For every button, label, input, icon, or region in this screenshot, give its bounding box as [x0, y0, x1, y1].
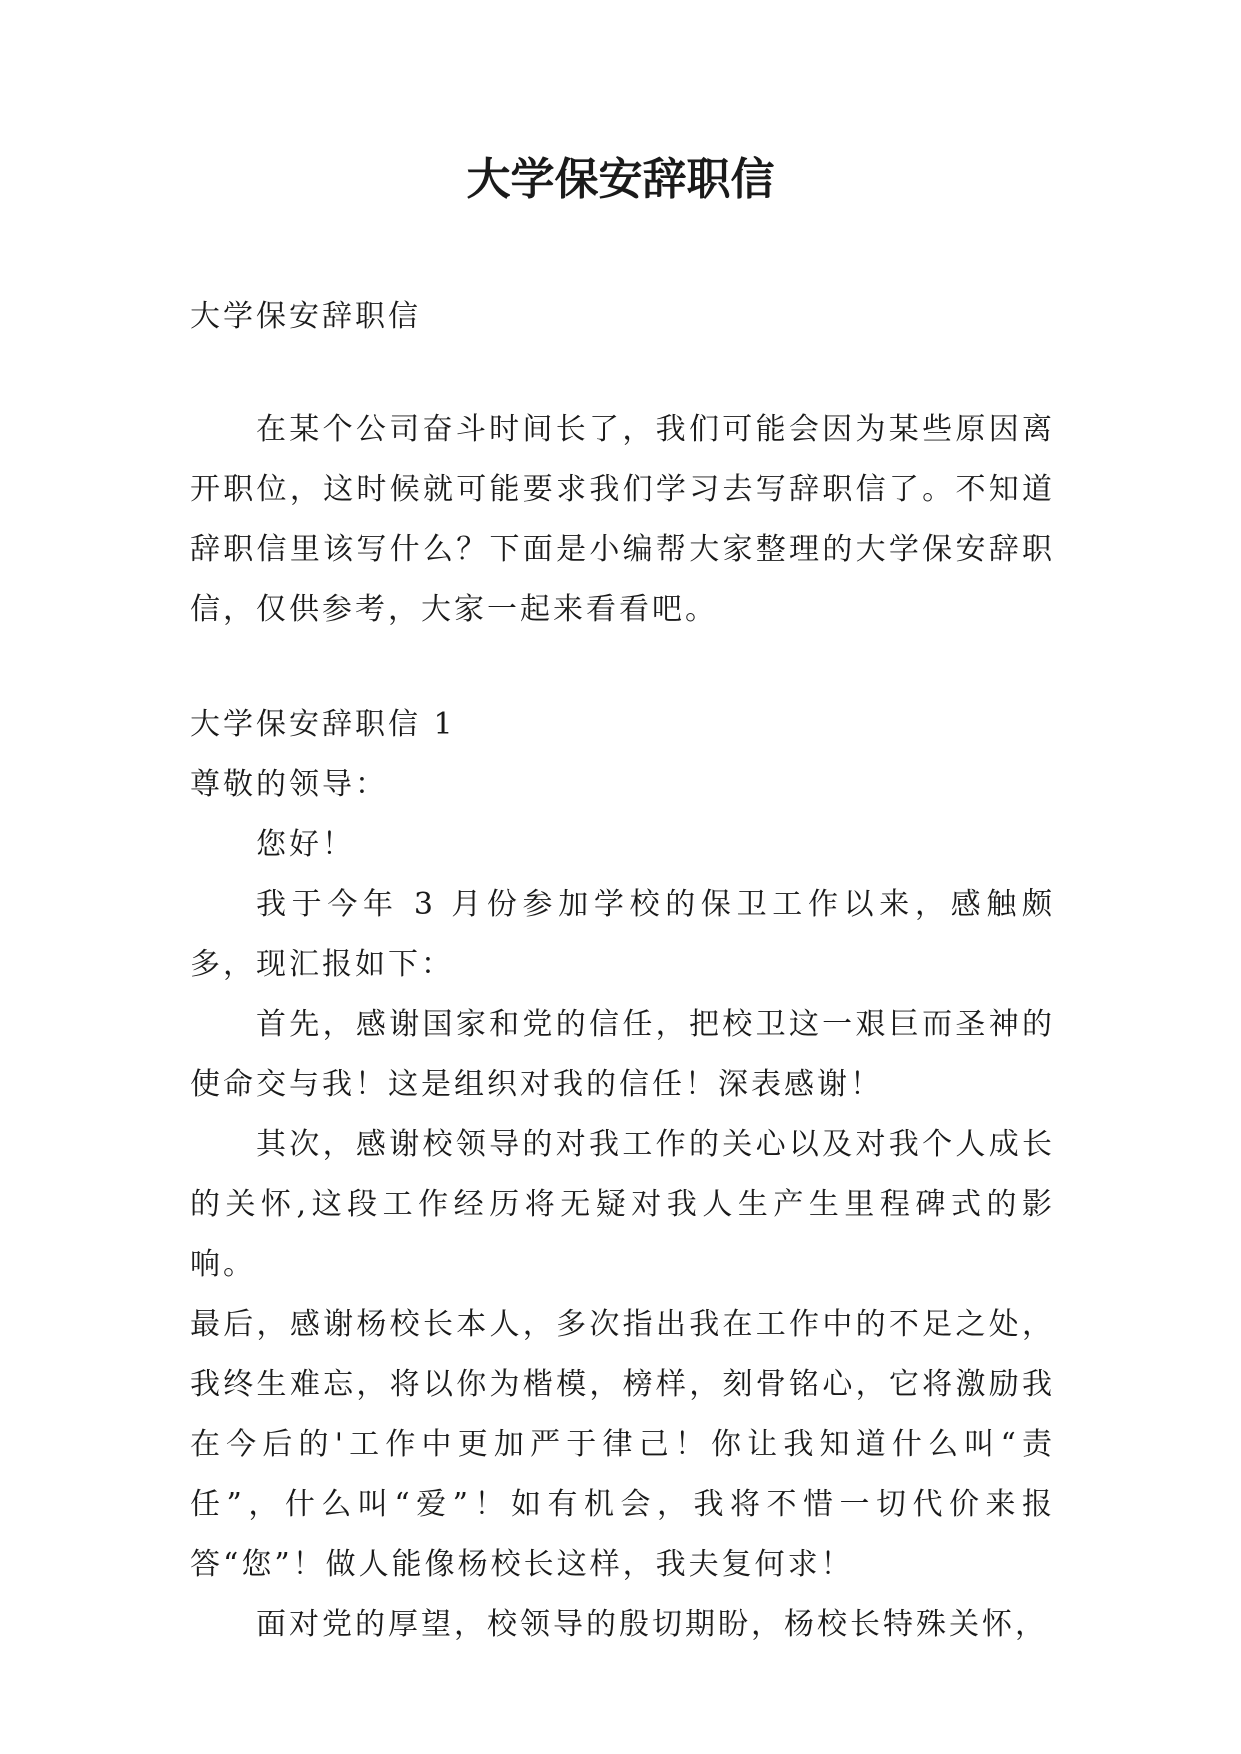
document-subtitle: 大学保安辞职信: [190, 299, 421, 334]
intro-paragraph: 在某个公司奋斗时间长了，我们可能会因为某些原因离开职位，这时候就可能要求我们学习去写辞职信了。不知道辞职信里该写什么？下面是小编帮大家整理的大学保安辞职信，仅供参考，大家一起来看看吧。: [190, 412, 1055, 627]
document-title: 大学保安辞职信: [466, 154, 775, 205]
letter-greeting: 您好！: [256, 827, 355, 862]
letter-paragraph-closing: 面对党的厚望，校领导的殷切期盼，杨校长特殊关怀，: [256, 1607, 1048, 1642]
letter-paragraph-final-thanks: 最后，感谢杨校长本人，多次指出我在工作中的不足之处，我终生难忘，将以你为楷模，榜样，刻骨铭心，它将激励我在今后的'工作中更加严于律己！你让我知道什么叫“责任”，什么叫“爱”！如有机会，我将不惜一切代价来报答“您”！做人能像杨校长这样，我夫复何求！: [190, 1307, 1055, 1582]
letter-paragraph: 其次，感谢校领导的对我工作的关心以及对我个人成长的关怀,这段工作经历将无疑对我人生产生里程碑式的影响。: [190, 1127, 1055, 1282]
letter-heading: 大学保安辞职信 1: [190, 707, 456, 742]
letter-body: [190, 695, 1055, 1655]
letter-paragraph: 我于今年 3 月份参加学校的保卫工作以来，感触颇多，现汇报如下：: [190, 887, 1055, 982]
letter-salutation: 尊敬的领导：: [190, 767, 388, 802]
letter-paragraph: 首先，感谢国家和党的信任，把校卫这一艰巨而圣神的使命交与我！这是组织对我的信任！深表感谢！: [190, 1007, 1055, 1102]
